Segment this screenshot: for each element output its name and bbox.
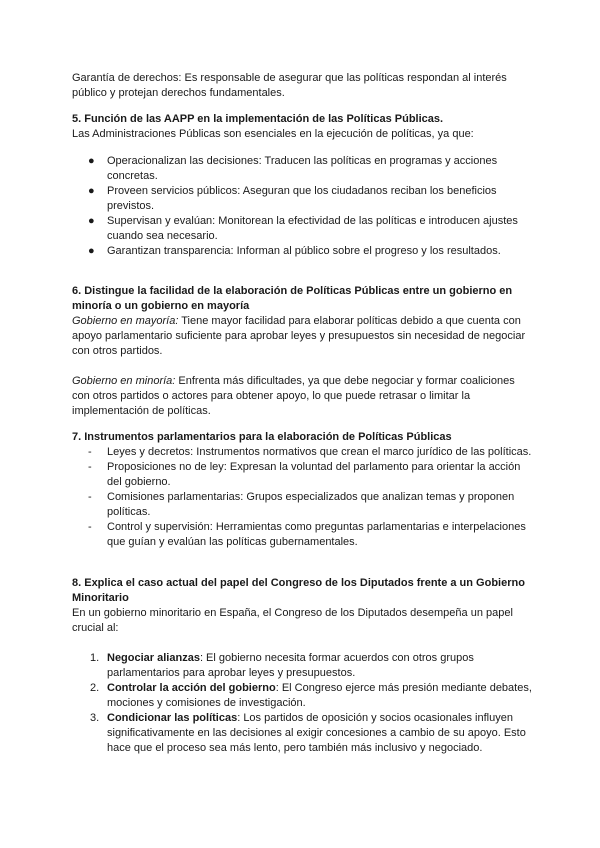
section-8-lead: En un gobierno minoritario en España, el Congreso de los Diputados desempeña un papel crucial al: [72, 607, 513, 634]
list-item: 1. Negociar alianzas: El gobierno necesita formar acuerdos con otros grupos parlamentarios para aprobar leyes y presupuestos. [90, 652, 474, 679]
section-6 [72, 284, 532, 419]
bullet-icon: ● [88, 245, 95, 257]
section-5 [72, 112, 532, 259]
dash-icon: - [88, 521, 92, 533]
list-item: - Leyes y decretos: Instrumentos normativos que crean el marco jurídico de las políticas. [88, 446, 532, 458]
section-7-heading: 7. Instrumentos parlamentarios para la elaboración de Políticas Públicas [72, 431, 452, 443]
section-5-list [72, 154, 532, 259]
list-item: ● Operacionalizan las decisiones: Traducen las políticas en programas y acciones concretas. [88, 155, 498, 182]
list-item: ● Supervisan y evalúan: Monitorean la efectividad de las políticas e introducen ajustes cuando sea necesario. [88, 215, 518, 242]
dash-icon: - [88, 461, 92, 473]
list-item: - Control y supervisión: Herramientas como preguntas parlamentarias e interpelaciones que guían y evalúan las políticas gubernamentales. [88, 521, 526, 548]
list-item: 3. Condicionar las políticas: Los partidos de oposición y socios ocasionales influyen significativamente en las decisiones al exigir concesiones a cambio de su apoyo. Esto hace que el proceso sea más lento, pero también más inclusivo y negociado. [90, 712, 526, 754]
section-5-heading: 5. Función de las AAPP en la implementación de las Políticas Públicas. [72, 113, 444, 125]
intro-section [72, 71, 532, 101]
bullet-icon: ● [88, 185, 95, 197]
list-item: ● Garantizan transparencia: Informan al público sobre el progreso y los resultados. [88, 245, 501, 257]
dash-icon: - [88, 491, 92, 503]
section-7-list [72, 445, 532, 550]
minority-paragraph: Gobierno en minoría: Enfrenta más dificultades, ya que debe negociar y formar coaliciones con otros partidos o actores para obtener apoyo, lo que puede retrasar o limitar la implementación de políticas. [72, 375, 515, 417]
section-8-list [72, 651, 532, 756]
bullet-icon: ● [88, 215, 95, 227]
section-7 [72, 430, 532, 550]
section-5-lead: Las Administraciones Públicas son esenciales en la ejecución de políticas, ya que: [72, 128, 474, 140]
majority-paragraph: Gobierno en mayoría: Tiene mayor facilidad para elaborar políticas debido a que cuenta con apoyo parlamentario suficiente para aprobar leyes y presupuestos sin necesidad de negociar con otros partidos. [72, 315, 526, 357]
dash-icon: - [88, 446, 92, 458]
bullet-icon: ● [88, 155, 95, 167]
list-item: ● Proveen servicios públicos: Aseguran que los ciudadanos reciban los beneficios previstos. [88, 185, 497, 212]
list-item: - Comisiones parlamentarias: Grupos especializados que analizan temas y proponen políticas. [88, 491, 515, 518]
section-8-heading: 8. Explica el caso actual del papel del Congreso de los Diputados frente a un Gobierno Minoritario [72, 577, 525, 604]
list-item: 2. Controlar la acción del gobierno: El Congreso ejerce más presión mediante debates, mociones y comisiones de investigación. [90, 682, 532, 709]
section-6-heading: 6. Distingue la facilidad de la elaboración de Políticas Públicas entre un gobierno en minoría o un gobierno en mayoría [72, 285, 513, 312]
intro-paragraph: Garantía de derechos: Es responsable de asegurar que las políticas respondan al interés público y protejan derechos fundamentales. [72, 72, 507, 99]
list-item: - Proposiciones no de ley: Expresan la voluntad del parlamento para orientar la acción del gobierno. [88, 461, 521, 488]
section-8 [72, 576, 532, 756]
